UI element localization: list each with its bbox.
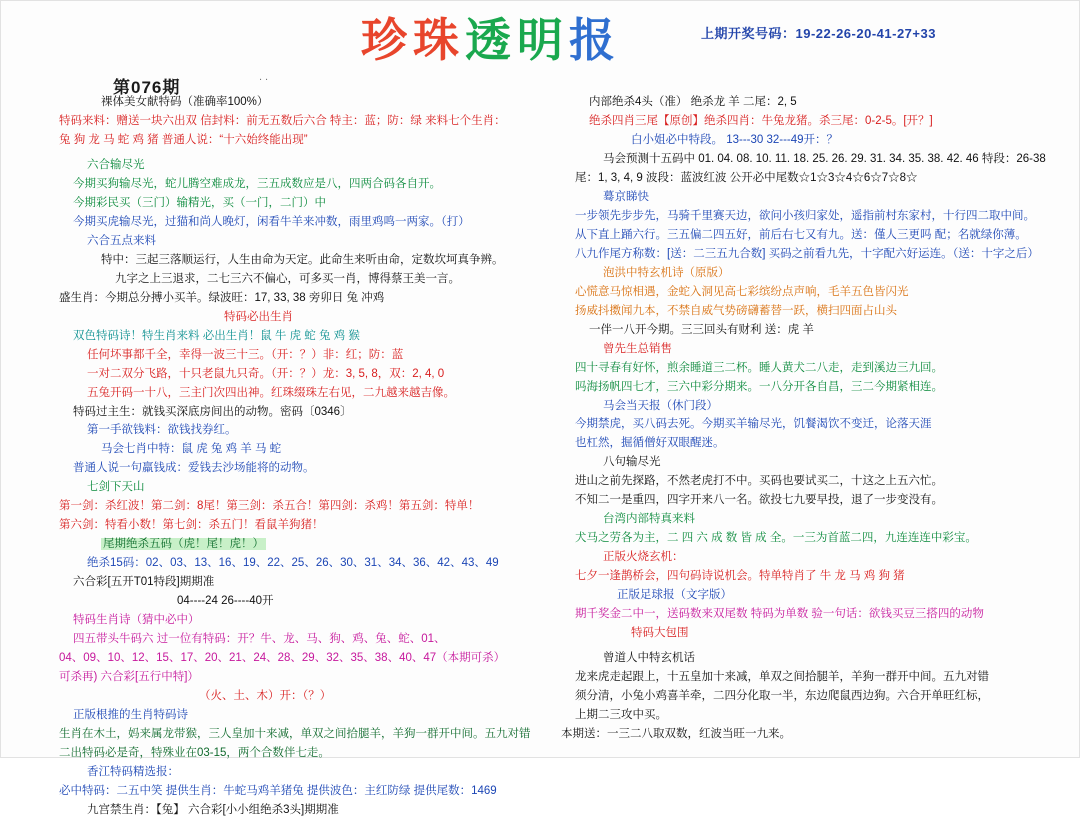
text-line: 一伴一八开今期。三三回头有财利 送：虎 羊 — [589, 323, 814, 336]
text-line: 吗海扬帆四七才，三六中彩分期来。一八分开各自昌，三二今期紧相连。 — [575, 380, 943, 393]
text-line: 第一手欲钱料：欲钱找券红。 — [87, 424, 237, 437]
text-line: 蓦京睇快 — [603, 190, 649, 203]
text-line: 四五带头牛码六 过一位有特码：开？牛、龙、马、狗、鸡、兔、蛇、01、 — [73, 633, 446, 646]
text-line: 兔 狗 龙 马 蛇 鸡 猪 普通人说：“十六始终能出现” — [59, 133, 308, 146]
text-line: 二出特码必是奇，特殊业在03-15，两个合数伴七走。 — [59, 746, 330, 759]
title-char-5: 报 — [569, 13, 621, 67]
text-line: 绝杀四肖三尾【原创】绝杀四肖：牛兔龙猪。杀三尾：0-2-5。[开？] — [589, 114, 933, 127]
text-line: 也杠然，掘循僧好双眼醒迷。 — [575, 437, 725, 450]
text-line: 可杀再) 六合彩[五行中特]） — [59, 671, 199, 684]
text-line: 内部绝杀4头（准） 绝杀龙 羊 二尾：2, 5 — [589, 96, 797, 108]
text-line: 特码生肖诗（猜中必中） — [73, 614, 200, 627]
text-line: 04----24 26----40开 — [177, 595, 274, 608]
text-line: 须分清，小兔小鸡喜羊牵，二四分化取一半，东边爬鼠西边狗。六合开单旺红标， — [575, 690, 989, 703]
text-line: 今期禁虎，买八码去死。今期买羊输尽光，饥餐渴饮不变迁，论落天涯 — [575, 418, 932, 431]
text-line: 特码来料：赠送一块六出双 信封料：前无五数后六合 特主：蓝；防：绿 来料七个生肖： — [59, 114, 506, 127]
title-char-4: 明 — [517, 13, 569, 67]
text-line: 犬马之劳各为主，二 四 六 成 数 皆 成 全。一三为首蓝二四，九连连连中彩宝。 — [575, 532, 977, 545]
text-line: 六合输尽光 — [87, 158, 145, 171]
text-line: 六合五点来料 — [87, 234, 156, 247]
text-line: 盛生肖：今期总分搏小买羊。绿波旺：17, 33, 38 旁卯日 兔 冲鸡 — [59, 291, 385, 304]
text-line: 九宫禁生肖：【兔】 六合彩[小小组绝杀3头]期期准 — [87, 803, 339, 816]
text-line: 白小姐必中特段。 13---30 32---49开：？ — [631, 133, 839, 146]
issue-number: 第076期 — [113, 78, 181, 97]
text-line: 五兔开码一十八，三主门次四出神。红珠缀珠左右见，二九越来越吉像。 — [87, 386, 455, 399]
text-line: 正版根推的生肖特码诗 — [73, 709, 188, 721]
text-line: 曾道人中特玄机话 — [603, 652, 695, 665]
text-line: 裸体美女献特码（准确率100%） — [101, 96, 269, 108]
text-line: 必中特码：二五中笑 提供生肖：牛蛇马鸡羊猪兔 提供波色：主红防绿 提供尾数：1469 — [59, 784, 497, 797]
text-line: 特码必出生肖 — [224, 310, 293, 323]
previous-draw-numbers: 上期开奖号码：19-22-26-20-41-27+33 — [701, 26, 936, 41]
text-line: 绝杀15码：02、03、13、16、19、22、25、26、30、31、34、36、42、43、49 — [87, 557, 499, 570]
text-line — [59, 535, 539, 554]
text-line: 期千奖金二中一，送码数来双尾数 特码为单数 验一句话：欲钱买豆三搭四的动物 — [575, 608, 984, 621]
text-line: 正版火烧玄机： — [603, 551, 684, 564]
text-line: 曾先生总销售 — [603, 342, 672, 355]
text-line: 特码过主生：就钱买深底房间出的动物。密码〔0346〕 — [73, 405, 352, 418]
text-line: 扬威抖擞闻九本，不禁自威气势磅礴蓄替一跃，横扫四面占山头 — [575, 304, 897, 317]
text-line: 七夕一逢鹊桥会，四句码诗说机会。特单特肖了 牛 龙 马 鸡 狗 猪 — [575, 570, 905, 583]
text-line: 不知二一是重四，四字开来八一名。欲投七九要早投，退了一步变没有。 — [575, 494, 943, 507]
text-line: 尾：1, 3, 4, 9 波段：蓝波红波 公开必中尾数☆1☆3☆4☆6☆7☆8☆ — [575, 171, 918, 184]
text-line: 今期买狗输尽光，蛇儿腾空难成龙，三五成数应是八，四两合码各自开。 — [73, 177, 441, 190]
text-line: 六合彩[五开T01特段]期期准 — [73, 576, 215, 589]
text-line: 马会预测十五码中 01. 04. 08. 10. 11. 18. 25. 26. 29. 31. 34. 35. 38. 42. 46 特段：26-38 — [603, 152, 1046, 165]
text-line: 香江特码精选报： — [87, 765, 179, 778]
highlighted-text: 尾期绝杀五码（虎！尾！虎！） — [103, 538, 264, 551]
text-line: 正版足球报（文字版） — [617, 589, 732, 602]
text-line: 特码大包围 — [631, 627, 689, 640]
decorative-dots: .. — [259, 71, 272, 83]
right-column — [561, 93, 1061, 744]
text-line: 心慌意马惊相遇，金蛇入洞见高七彩缤纷点声响，毛羊五色皆闪光 — [575, 285, 909, 298]
text-line: （火、土、木）开：（？） — [199, 690, 332, 703]
text-line: 进山之前先探路，不然老虎打不中。买码也要试买二，十这之上五六忙。 — [575, 475, 943, 488]
text-line: 马会七肖中特：鼠 虎 兔 鸡 羊 马 蛇 — [101, 443, 282, 456]
text-line: 七剑下天山 — [87, 481, 145, 494]
text-line: 一步领先步步先，马骑千里赛天边，欲问小孩归家处，遥指前村东家村，十行四二取中间。 — [575, 209, 1035, 222]
title-char-2: 珠 — [413, 13, 465, 67]
text-line: 九字之上三退求，二七三六不偏心，可多买一肖，博得蔡王美一言。 — [115, 272, 460, 285]
text-line: 任何坏事都千全，幸得一波三十三。（开：？）非：红；防：蓝 — [87, 348, 404, 361]
text-line: 龙来虎走起跟上，十五皇加十来减，单双之间拾腿羊，羊狗一群开中间。五九对错 — [575, 671, 989, 684]
text-line: 双色特码诗！特生肖来料 必出生肖！鼠 牛 虎 蛇 兔 鸡 猴 — [73, 329, 360, 342]
text-line: 马会当天报（休门段） — [603, 399, 718, 412]
text-line: 从下直上踊六行。三五偏二四五好，前后右七又有九。送：僅人三更吗 配；名就绿你薄。 — [575, 228, 1027, 241]
text-line: 四十寻春有好怀，煎余睡道三二杯。睡人黄犬二八走，走到溪边三九回。 — [575, 361, 943, 374]
text-line: 特中：三起三落顺运行，人生由命为天定。此命生来听由命，定数坎坷真争辨。 — [101, 253, 504, 266]
text-line: 第一剑：杀红波！第二剑：8尾！第三剑：杀五合！第四剑：杀鸡！第五剑：特单！ — [59, 500, 480, 513]
text-line: 本期送：一三二八取双数，红波当旺一九来。 — [561, 727, 791, 740]
text-line: 04、09、10、12、15、17、20、21、24、28、29、32、35、38、40、47（本期可杀） — [59, 652, 506, 665]
text-line: 八九作尾方称数：[送：二三五九合数] 买码之前看九先，十字配六好运连。（送：十字之后） — [575, 247, 1039, 260]
title-char-3: 透 — [465, 13, 517, 67]
text-line: 今期买虎输尽光，过猫和尚人晚灯，闲看牛羊来冲数，雨里鸡鸣一两家。（打） — [73, 215, 470, 228]
text-line: 泡洪中特玄机诗（原版） — [603, 266, 730, 279]
text-line: 台湾内部特真来料 — [603, 513, 695, 526]
text-line: 普通人说一句羸钱成：爱钱去沙场能将的动物。 — [73, 462, 315, 475]
text-line: 生肖在木土，妈来属龙带猴，三人皇加十来减，单双之间拾腿羊，羊狗一群开中间。五九对错 — [59, 727, 531, 740]
text-line: 上期二三攻中买。 — [575, 709, 667, 721]
left-column — [59, 93, 539, 820]
title-char-1: 珍 — [361, 13, 413, 67]
text-line: 今期彩民买（三门）输精光，买（一门，二门）中 — [73, 196, 326, 209]
page-title — [281, 9, 701, 73]
text-line: 一对二双分飞路，十只老鼠九只奇。（开：？）龙：3, 5, 8，双：2, 4, 0 — [87, 367, 445, 380]
text-line: 第六剑：特看小数！第七剑：杀五门！看鼠羊狗猪！ — [59, 519, 324, 532]
text-line: 八句输尽光 — [603, 456, 661, 469]
